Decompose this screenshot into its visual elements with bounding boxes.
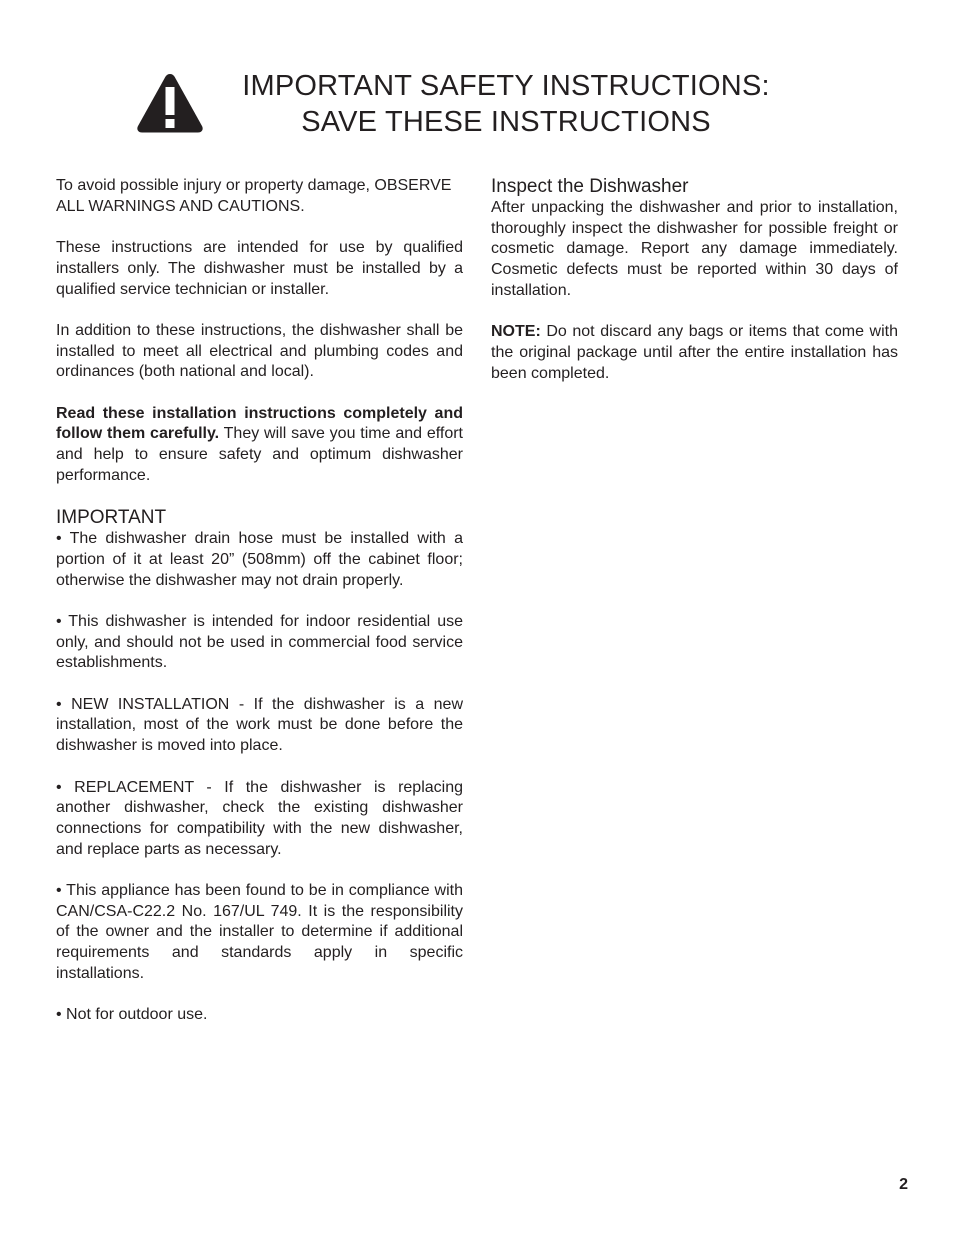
page-title <box>204 68 808 140</box>
note-label: NOTE: <box>491 323 541 341</box>
left-column <box>56 176 463 1047</box>
inspect-paragraph: After unpacking the dishwasher and prior to installation, thoroughly inspect the dishwasher for possible freight or cosmetic damage. Report any damage immediately. Cosmetic defects must be reported within 30 days of installation. <box>491 199 898 299</box>
note-text: Do not discard any bags or items that come with the original package until after the entire installation has been completed. <box>491 323 898 382</box>
inspect-heading: Inspect the Dishwasher <box>491 176 689 197</box>
read-instructions-bold: Read these installation instructions completely and follow them carefully. <box>56 404 463 443</box>
read-instructions-paragraph <box>56 404 463 487</box>
read-instructions-rest: They will save you time and effort and help to ensure safety and optimum dishwasher performance. <box>56 425 463 484</box>
note-paragraph <box>491 322 898 384</box>
important-bullet: • This dishwasher is intended for indoor residential use only, and should not be used in commercial food service establishments. <box>56 612 463 672</box>
important-bullet: • The dishwasher drain hose must be installed with a portion of it at least 20” (508mm) off the cabinet floor; otherwise the dishwasher may not drain properly. <box>56 530 463 589</box>
important-bullet: • This appliance has been found to be in compliance with CAN/CSA-C22.2 No. 167/UL 749. It is the responsibility of the owner and the installer to determine if additional requirements and standards apply in specific installations. <box>56 882 463 982</box>
important-heading: IMPORTANT <box>56 507 167 529</box>
codes-paragraph: In addition to these instructions, the dishwasher shall be installed to meet all electrical and plumbing codes and ordinances (both national and local). <box>56 321 463 381</box>
warning-paragraph: To avoid possible injury or property damage, OBSERVE ALL WARNINGS AND CAUTIONS. <box>56 177 452 215</box>
right-column <box>491 176 898 405</box>
important-bullet: • REPLACEMENT - If the dishwasher is replacing another dishwasher, check the existing dishwasher connections for compatibility with the new dishwasher, and replace parts as necessary. <box>56 778 463 858</box>
header <box>136 68 776 140</box>
important-bullet: • NEW INSTALLATION - If the dishwasher is a new installation, most of the work must be done before the dishwasher is moved into place. <box>56 695 463 755</box>
warning-triangle-icon <box>136 72 204 134</box>
title-line-2: SAVE THESE INSTRUCTIONS <box>301 106 711 138</box>
qualified-installers-paragraph: These instructions are intended for use by qualified installers only. The dishwasher must be installed by a qualified service technician or installer. <box>56 239 463 298</box>
title-line-1: IMPORTANT SAFETY INSTRUCTIONS: <box>242 70 770 102</box>
page-number: 2 <box>899 1176 908 1193</box>
important-bullet: • Not for outdoor use. <box>56 1006 208 1024</box>
